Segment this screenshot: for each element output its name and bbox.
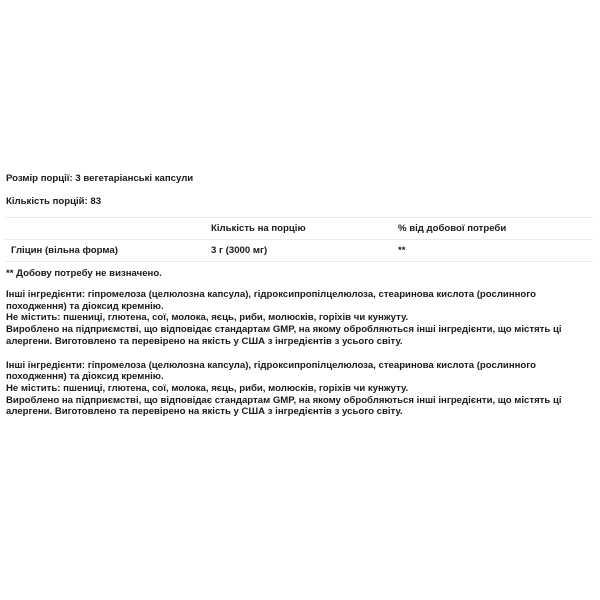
header-amount-per-serving: Кількість на порцію — [205, 218, 392, 240]
servings-count-value: 83 — [90, 196, 102, 207]
servings-per-container — [6, 196, 594, 208]
servings-count-label: Кількість порцій: — [6, 196, 88, 207]
header-daily-value: % від добової потреби — [392, 218, 593, 240]
serving-size-label: Розмір порції: — [6, 173, 73, 184]
daily-value-footnote: ** Добову потребу не визначено. — [6, 268, 162, 279]
table-header-row — [5, 218, 593, 240]
serving-size — [6, 173, 594, 185]
allergen-free-statement: Не містить: пшениці, глютена, сої, молока, яєць, риби, молюсків, горіхів чи кунжуту. — [6, 312, 409, 324]
nutrition-table — [5, 217, 593, 262]
ingredient-amount: 3 г (3000 мг) — [205, 240, 392, 262]
header-ingredient — [5, 218, 205, 240]
allergen-free-statement: Не містить: пшениці, глютена, сої, молока, яєць, риби, молюсків, горіхів чи кунжуту. — [6, 382, 409, 394]
supplement-facts — [6, 173, 594, 430]
manufacturing-statement: Вироблено на підприємстві, що відповідає стандартам GMP, на якому обробляються інші інгредієнти, що містять ці алергени. Виготовлено та перевірено на якість у США з інгредієнтів з усього світу. — [6, 394, 562, 418]
ingredients-block — [6, 360, 576, 419]
manufacturing-statement: Вироблено на підприємстві, що відповідає стандартам GMP, на якому обробляються інші інгредієнти, що містять ці алергени. Виготовлено та перевірено на якість у США з інгредієнтів з усього світу. — [6, 324, 562, 347]
other-ingredients: Інші інгредієнти: гіпромелоза (целюлозна капсула), гідроксипропілцелюлоза, стеаринова кислота (рослинного походження) та діоксид кремнію. — [6, 289, 536, 312]
table-row — [5, 240, 593, 262]
other-ingredients: Інші інгредієнти: гіпромелоза (целюлозна капсула), гідроксипропілцелюлоза, стеаринова кислота (рослинного походження) та діоксид кремнію. — [6, 359, 536, 383]
ingredient-name: Гліцин (вільна форма) — [5, 240, 205, 262]
ingredient-daily-value: ** — [392, 240, 593, 262]
serving-size-value: 3 вегетаріанські капсули — [75, 173, 194, 184]
ingredients-block — [6, 289, 576, 348]
